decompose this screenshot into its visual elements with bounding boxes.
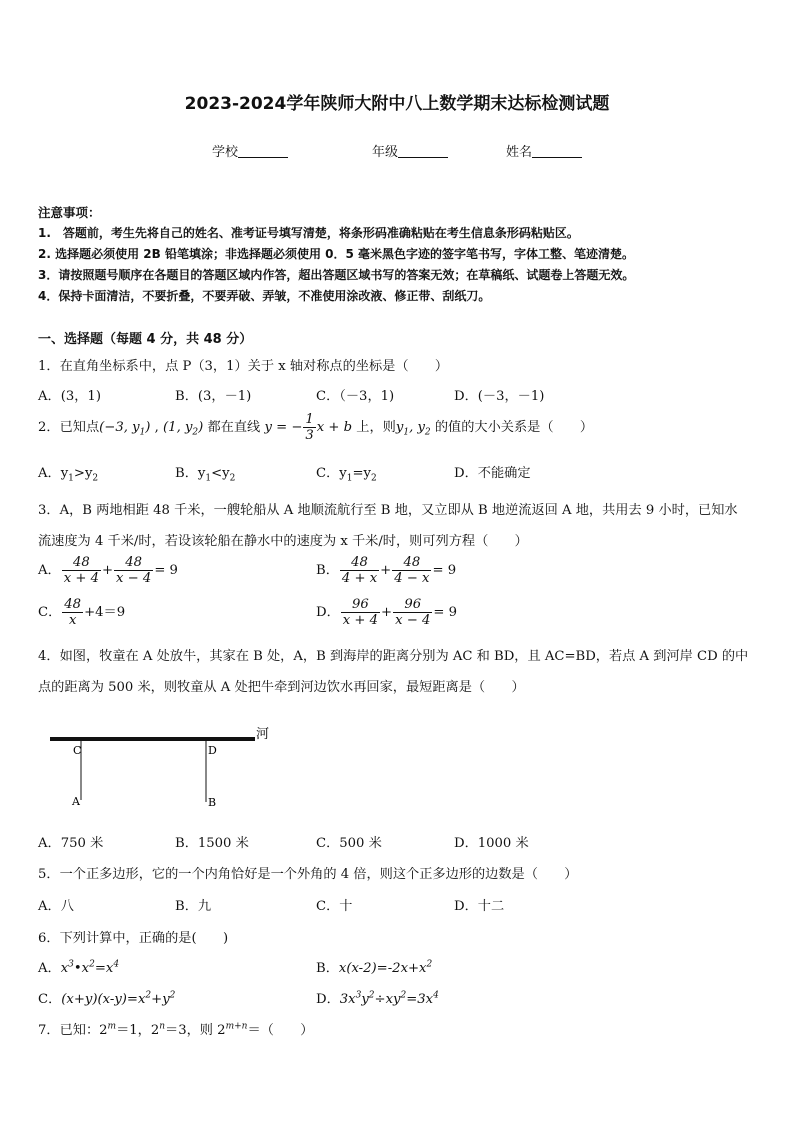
notice-heading: 注意事项： [38, 205, 101, 220]
q2-option-c: C．$y_1=y_2$ [316, 466, 377, 484]
question-3-line-2: 流速度为 4 千米/时，若设该轮船在静水中的速度为 x 千米/时，则可列方程（ ） [38, 534, 528, 549]
q1-option-c: C．（－3，1) [316, 389, 395, 404]
q2-fraction: $\frac{1}{3}$ [305, 412, 314, 443]
q1-option-a: A．(3，1) [38, 389, 101, 404]
q5-option-c: C．十 [316, 899, 353, 914]
q2-line-equation: y = − $\frac{1}{3}$ x + b [264, 412, 353, 443]
q5-option-a: A．八 [38, 899, 74, 914]
q2-point-1: (−3, $y_1$) [99, 420, 151, 438]
school-field [212, 141, 288, 160]
q2-vars: $y_1$, $y_2$ [395, 420, 431, 438]
grade-label: 年级 [372, 145, 399, 160]
q3-option-b: B． $\frac{48}{4 + x}$ + $\frac{48}{4 - x}$ = 9 [316, 555, 457, 586]
section-heading: 一、选择题（每题 4 分，共 48 分） [38, 332, 253, 347]
q5-option-b: B．九 [175, 899, 212, 914]
label-b: B [208, 796, 217, 809]
name-field [506, 141, 582, 160]
river-label: 河 [256, 727, 270, 742]
label-c: C [73, 744, 82, 757]
q6-option-a: A．$x^3•x^2=x^4$ [38, 959, 120, 976]
school-blank [238, 145, 288, 158]
grade-blank [398, 145, 448, 158]
question-2-stem: 2．已知点(−3, $y_1$) , (1, $y_2$) 都在直线 y = − $\frac{1}{3}$ x + b 上，则$y_1$, $y_2$ 的值的大小关系是（ ） [38, 412, 594, 443]
river-figure [45, 722, 285, 812]
q4-option-c: C．500 米 [316, 836, 382, 851]
question-3-line-1: 3．A，B 两地相距 48 千米，一艘轮船从 A 地顺流航行至 B 地，又立即从 B 地逆流返回 A 地，共用去 9 小时，已知水 [38, 503, 738, 518]
school-label: 学校 [212, 145, 239, 160]
q4-option-b: B．1500 米 [175, 836, 249, 851]
notice-item: 2. 选择题必须使用 2B 铅笔填涂；非选择题必须使用 0．5 毫米黑色字迹的签字笔书写，字体工整、笔迹清楚。 [38, 247, 634, 261]
q6-option-b: B．$x(x-2)=-2x+x^2$ [316, 959, 433, 976]
question-4-line-1: 4．如图，牧童在 A 处放牛，其家在 B 处，A，B 到海岸的距离分别为 AC 和 BD，且 AC=BD，若点 A 到河岸 CD 的中 [38, 649, 749, 664]
q6-option-d: D．$3x^3y^2\div xy^2=3x^4$ [316, 990, 439, 1007]
question-1-stem: 1．在直角坐标系中，点 P（3，1）关于 x 轴对称点的坐标是（ ） [38, 359, 449, 374]
question-7-stem: 7．已知：$2^m=1$，$2^n=3$，则 $2^{m+n}=$（ ） [38, 1021, 314, 1038]
label-d: D [208, 744, 217, 757]
q1-option-b: B．(3，－1) [175, 389, 252, 404]
question-5-stem: 5．一个正多边形，它的一个内角恰好是一个外角的 4 倍，则这个正多边形的边数是（ ） [38, 867, 578, 882]
q1-option-d: D．(－3，－1) [454, 389, 545, 404]
q4-option-d: D．1000 米 [454, 836, 529, 851]
notice-item: 4．保持卡面清洁，不要折叠，不要弄破、弄皱，不准使用涂改液、修正带、刮纸刀。 [38, 289, 491, 303]
q5-option-d: D．十二 [454, 899, 505, 914]
grade-field [372, 141, 448, 160]
q6-option-c: C．$(x+y)(x-y)=x^2+y^2$ [38, 990, 176, 1007]
q3-option-a: A． $\frac{48}{x + 4}$ + $\frac{48}{x - 4}$ = 9 [38, 555, 178, 586]
page-title: 2023-2024学年陕师大附中八上数学期末达标检测试题 [184, 94, 610, 114]
q2-option-b: B．$y_1<y_2$ [175, 466, 236, 484]
label-a: A [72, 795, 80, 808]
name-label: 姓名 [506, 145, 533, 160]
notice-item: 3．请按照题号顺序在各题目的答题区域内作答，超出答题区域书写的答案无效；在草稿纸、试题卷上答题无效。 [38, 268, 635, 282]
question-4-line-2: 点的距离为 500 米，则牧童从 A 处把牛牵到河边饮水再回家，最短距离是（ ） [38, 680, 525, 695]
q3-option-d: D． $\frac{96}{x + 4}$ + $\frac{96}{x - 4}$ = 9 [316, 597, 457, 628]
name-blank [532, 145, 582, 158]
q3-option-c: C． $\frac{48}{x}$ +4＝9 [38, 597, 126, 628]
q2-option-d: D．不能确定 [454, 466, 531, 481]
q2-prefix: 2．已知点 [38, 420, 100, 435]
q4-option-a: A．750 米 [38, 836, 104, 851]
q2-option-a: A．$y_1>y_2$ [38, 466, 99, 484]
question-6-stem: 6．下列计算中，正确的是( ) [38, 931, 229, 946]
q2-point-2: (1, $y_2$) [163, 420, 204, 438]
notice-item: 1. 答题前，考生先将自己的姓名、准考证号填写清楚，将条形码准确粘贴在考生信息条形码粘贴区。 [38, 226, 579, 240]
